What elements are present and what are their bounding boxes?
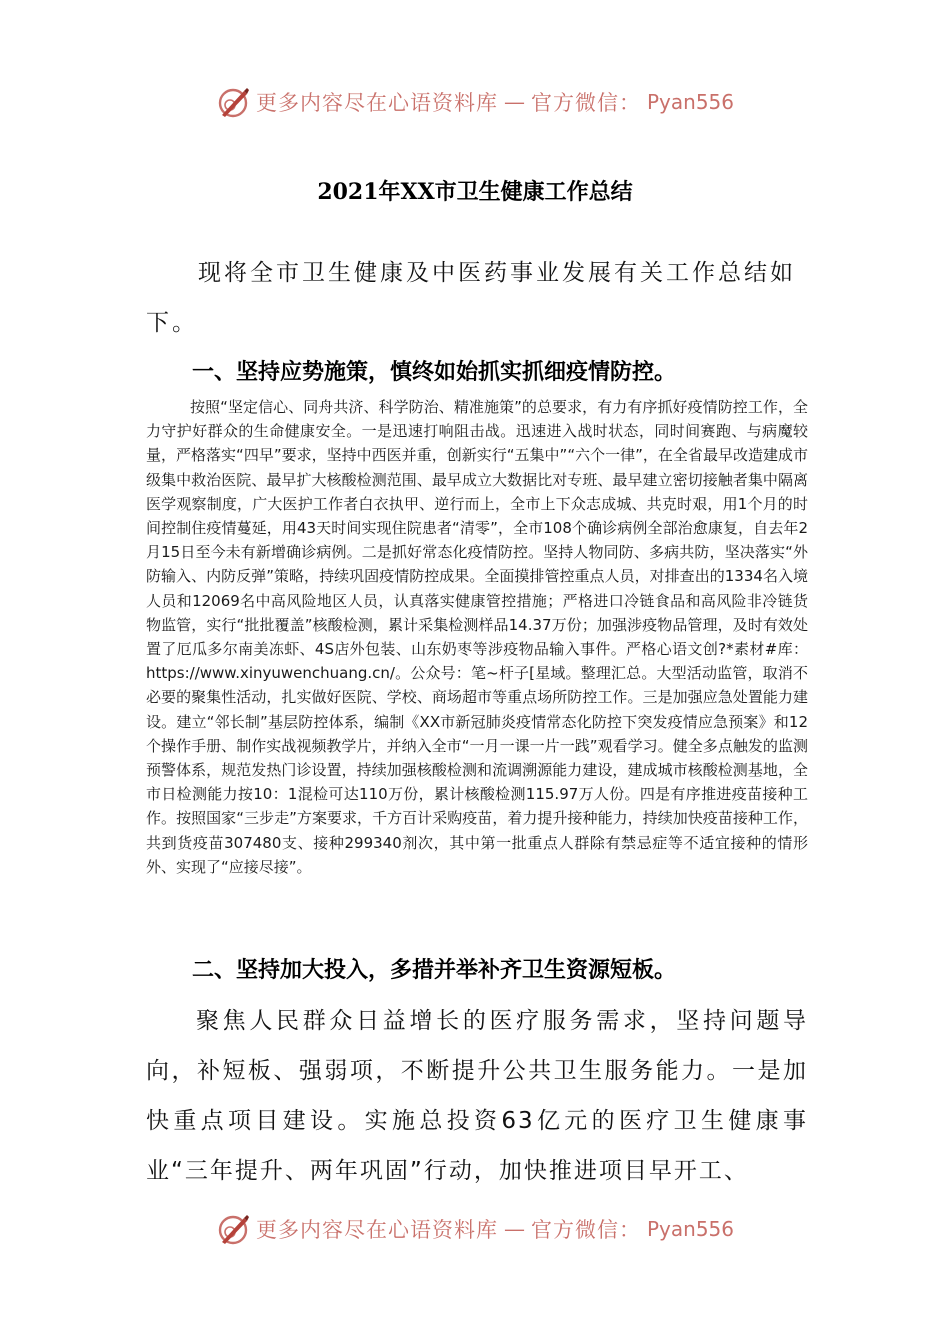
banner-wechat-label: 官方微信：	[530, 91, 641, 115]
banner-wechat-label: 官方微信：	[530, 1218, 641, 1242]
banner-separator: —	[503, 90, 525, 114]
footer-banner	[0, 1207, 950, 1251]
banner-separator: —	[503, 1217, 525, 1241]
banner-wechat-id: Pyan556	[646, 1217, 734, 1241]
banner-wechat-id: Pyan556	[646, 90, 734, 114]
pen-on-circle-icon	[216, 85, 250, 119]
page-title: 2021年XX市卫生健康工作总结	[317, 179, 633, 205]
pen-on-circle-icon	[216, 1212, 250, 1246]
section-1-body: 按照“坚定信心、同舟共济、科学防治、精准施策”的总要求，有力有序抓好疫情防控工作，全力守护好群众的生命健康安全。一是迅速打响阻击战。迅速进入战时状态，同时间赛跑、与病魔较量，严格落实“四早”要求，坚持中西医并重，创新实行“五集中”“六个一律”，在全省最早改造建成市级集中救治医院、最早扩大核酸检测范围、最早成立大数据比对专班、最早建立密切接触者集中隔离医学观察制度，广大医护工作者白衣执甲、逆行而上，全市上下众志成城、共克时艰，用1个月的时间控制住疫情蔓延，用43天时间实现住院患者“清零”，全市108个确诊病例全部治愈康复，自去年2月15日至今未有新增确诊病例。二是抓好常态化疫情防控。坚持人物同防、多病共防，坚决落实“外防输入、内防反弹”策略，持续巩固疫情防控成果。全面摸排管控重点人员，对排查出的1334名入境人员和12069名中高风险地区人员，认真落实健康管控措施；严格进口冷链食品和高风险非冷链货物监管，实行“批批覆盖”核酸检测，累计采集检测样品14.37万份；加强涉疫物品管理，及时有效处置了厄瓜多尔南美冻虾、4S店外包装、山东奶枣等涉疫物品输入事件。严格心语文创?*素材#库：https://www.xinyuwenchuang.cn/。公众号：笔~杆子[星域。整理汇总。大型活动监管，取消不必要的聚集性活动，扎实做好医院、学校、商场超市等重点场所防控工作。三是加强应急处置能力建设。建立“邻长制”基层防控体系，编制《XX市新冠肺炎疫情常态化防控下突发疫情应急预案》和12个操作手册、制作实战视频教学片，并纳入全市“一月一课一片一践”观看学习。健全多点触发的监测预警体系，规范发热门诊设置，持续加强核酸检测和流调溯源能力建设，建成城市核酸检测基地，全市日检测能力按10：1混检可达110万份，累计核酸检测115.97万人份。四是有序推进疫苗接种工作。按照国家“三步走”方案要求，千方百计采购疫苗，着力提升接种能力，持续加快疫苗接种工作，共到货疫苗307480支、接种299340剂次，其中第一批重点人群除有禁忌症等不适宜接种的情形外、实现了“应接尽接”。	[146, 398, 808, 876]
section-1-heading: 一、坚持应势施策，慎终如始抓实抓细疫情防控。	[192, 360, 677, 385]
intro-paragraph: 现将全市卫生健康及中医药事业发展有关工作总结如下。	[146, 260, 796, 336]
banner-text: 更多内容尽在心语资料库	[255, 91, 498, 115]
section-2-heading: 二、坚持加大投入，多措并举补齐卫生资源短板。	[192, 958, 677, 983]
section-2-body: 聚焦人民群众日益增长的医疗服务需求，坚持问题导向，补短板、强弱项，不断提升公共卫生服务能力。一是加快重点项目建设。实施总投资63亿元的医疗卫生健康事业“三年提升、两年巩固”行动，加快推进项目早开工、	[146, 1008, 808, 1184]
banner-text: 更多内容尽在心语资料库	[255, 1218, 498, 1242]
header-banner	[0, 80, 950, 124]
